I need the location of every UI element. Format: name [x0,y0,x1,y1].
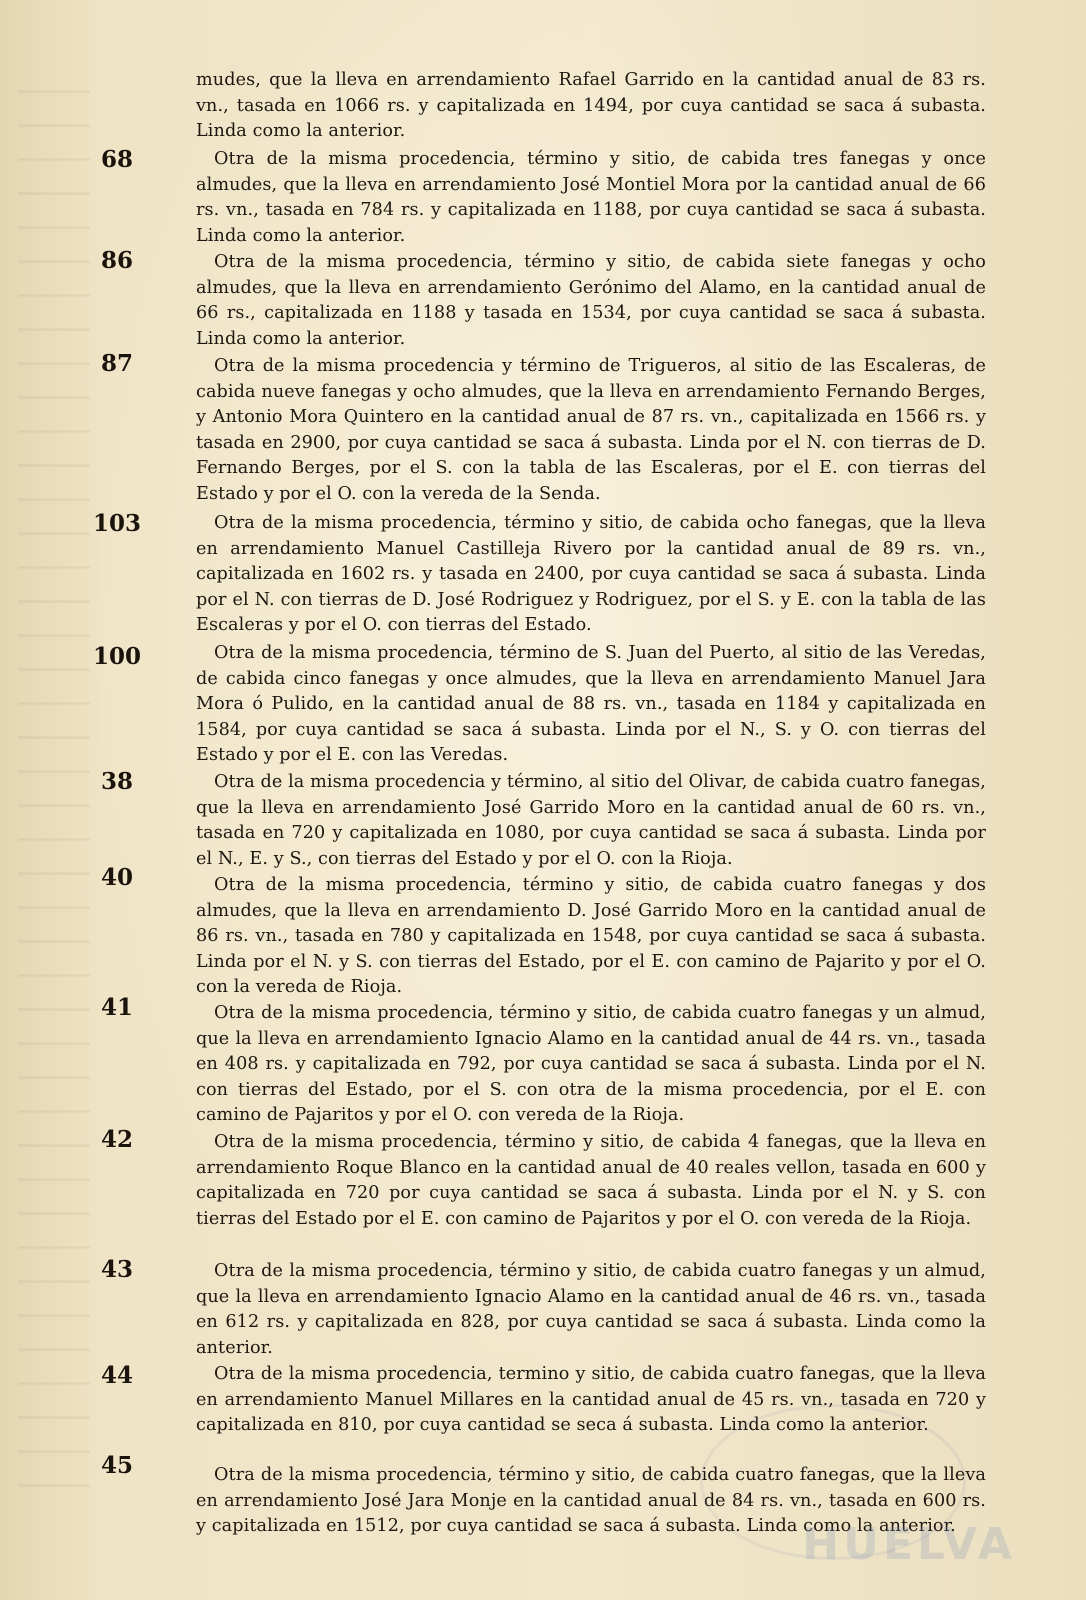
lot-number: 103 [92,510,141,537]
lot-number: 41 [100,994,133,1021]
lot-number: 100 [92,643,141,670]
lot-number: 38 [100,768,133,795]
lot-number: 43 [100,1256,133,1283]
entry-paragraph: Otra de la misma procedencia, termino y sitio, de cabida cuatro fanegas, que la lleva en arrendamiento Manuel Millares en la cantidad anual de 45 rs. vn., tasada en 720 y capitalizada en 810, por cuya cantidad se seca á subasta. Linda como la anterior. [196,1364,986,1436]
entry-paragraph: Otra de la misma procedencia, término y sitio, de cabida siete fanegas y ocho almudes, que la lleva en arrendamiento Gerónimo del Alamo, en la cantidad anual de 66 rs., capitalizada en 1188 y tasada en 1534, por cuya cantidad se saca á subasta. Linda como la anterior. [196,252,986,349]
lot-number: 45 [100,1452,133,1479]
lot-number: 87 [100,350,133,377]
entry-paragraph: Otra de la misma procedencia, término y sitio, de cabida cuatro fanegas y un almud, que la lleva en arrendamiento Ignacio Alamo en la cantidad anual de 46 rs. vn., tasada en 612 rs. y capitalizada en 828, por cuya cantidad se saca á subasta. Linda como la anterior. [196,1261,986,1358]
entry-paragraph: Otra de la misma procedencia, término y sitio, de cabida 4 fanegas, que la lleva en arrendamiento Roque Blanco en la cantidad anual de 40 reales vellon, tasada en 600 y capitalizada en 720 por cuya cantidad se saca á subasta. Linda por el N. y S. con tierras del Estado por el E. con camino de Pajaritos y por el O. con vereda de la Rioja. [196,1132,986,1229]
lot-number: 42 [100,1126,133,1153]
lot-number: 68 [100,146,133,173]
lot-number: 44 [100,1362,133,1389]
entry-paragraph: Otra de la misma procedencia, término y sitio, de cabida cuatro fanegas y dos almudes, que la lleva en arrendamiento D. José Garrido Moro en la cantidad anual de 86 rs. vn., tasada en 780 y capitalizada en 1548, por cuya cantidad se saca á subasta. Linda por el N. y S. con tierras del Estado, por el E. con camino de Pajarito y por el O. con la vereda de Rioja. [196,875,986,998]
lot-number: 86 [100,247,133,274]
lot-number: 40 [100,864,133,891]
watermark-text: HUELVA [802,1519,1016,1570]
bleed-through-margin [18,60,90,1500]
entry-paragraph: Otra de la misma procedencia y término de Trigueros, al sitio de las Escaleras, de cabida nueve fanegas y ocho almudes, que la lleva en arrendamiento Fernando Berges, y Antonio Mora Quintero en la cantidad anual de 87 rs. vn., capitalizada en 1566 rs. y tasada en 2900, por cuya cantidad se saca á subasta. Linda por el N. con tierras de D. Fernando Berges, por el S. con la tabla de las Escaleras, por el E. con tierras del Estado y por el O. con la vereda de la Senda. [196,356,986,504]
entry-paragraph: Otra de la misma procedencia, término de S. Juan del Puerto, al sitio de las Veredas, de cabida cinco fanegas y once almudes, que la lleva en arrendamiento Manuel Jara Mora ó Pulido, en la cantidad anual de 88 rs. vn., tasada en 1184 y capitalizada en 1584, por cuya cantidad se saca á subasta. Linda por el N., S. y O. con tierras del Estado y por el E. con las Veredas. [196,643,986,766]
entry-paragraph: Otra de la misma procedencia y término, al sitio del Olivar, de cabida cuatro fanegas, que la lleva en arrendamiento José Garrido Moro en la cantidad anual de 60 rs. vn., tasada en 720 y capitalizada en 1080, por cuya cantidad se saca á subasta. Linda por el N., E. y S., con tierras del Estado y por el O. con la Rioja. [196,772,986,869]
entry-paragraph: Otra de la misma procedencia, término y sitio, de cabida cuatro fanegas y un almud, que la lleva en arrendamiento Ignacio Alamo en la cantidad anual de 44 rs. vn., tasada en 408 rs. y capitalizada en 792, por cuya cantidad se saca á subasta. Linda por el N. con tierras del Estado, por el S. con otra de la misma procedencia, por el E. con camino de Pajaritos y por el O. con vereda de la Rioja. [196,1003,986,1126]
entry-paragraph: Otra de la misma procedencia, término y sitio, de cabida tres fanegas y once almudes, que la lleva en arrendamiento José Montiel Mora por la cantidad anual de 66 rs. vn., tasada en 784 rs. y capitalizada en 1188, por cuya cantidad se saca á subasta. Linda como la anterior. [196,149,986,246]
entry-paragraph: Otra de la misma procedencia, término y sitio, de cabida cuatro fanegas, que la lleva en arrendamiento José Jara Monje en la cantidad anual de 84 rs. vn., tasada en 600 rs. y capitalizada en 1512, por cuya cantidad se saca á subasta. Linda como la anterior. [196,1465,986,1537]
entry-paragraph: mudes, que la lleva en arrendamiento Rafael Garrido en la cantidad anual de 83 rs. vn., tasada en 1066 rs. y capitalizada en 1494, por cuya cantidad se saca á subasta. Linda como la anterior. [196,70,986,142]
entry-paragraph: Otra de la misma procedencia, término y sitio, de cabida ocho fanegas, que la lleva en arrendamiento Manuel Castilleja Rivero por la cantidad anual de 89 rs. vn., capitalizada en 1602 rs. y tasada en 2400, por cuya cantidad se saca á subasta. Linda por el N. con tierras de D. José Rodriguez y Rodriguez, por el S. y E. con la tabla de las Escaleras y por el O. con tierras del Estado. [196,513,986,636]
